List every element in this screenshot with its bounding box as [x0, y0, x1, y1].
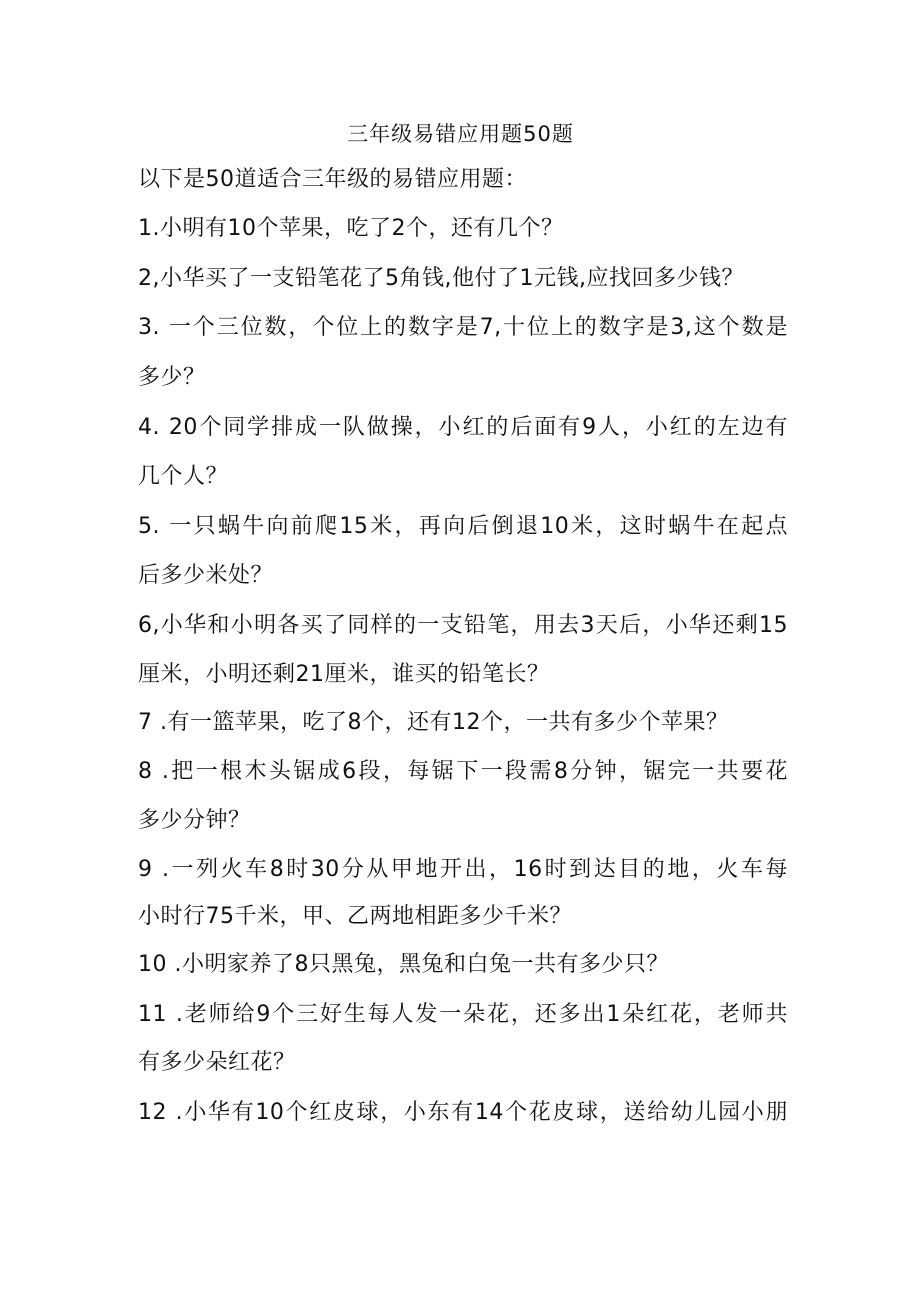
text-line: 多少？: [138, 365, 206, 390]
text-line: 8 .把一根木头锯成6段，每锯下一段需8分钟，锯完一共要花: [138, 759, 788, 784]
text-line: 4. 20个同学排成一队做操，小红的后面有9人，小红的左边有: [138, 415, 788, 440]
text-line: 1.小明有10个苹果，吃了2个，还有几个？: [138, 216, 564, 241]
text-line: 后多少米处？: [138, 563, 274, 588]
document-title: 三年级易错应用题50题: [347, 122, 574, 146]
text-line: 10 .小明家养了8只黑兔，黑兔和白兔一共有多少只？: [138, 952, 669, 977]
text-line: 11 .老师给9个三好生每人发一朵花，还多出1朵红花，老师共: [138, 1002, 788, 1027]
text-line: 厘米，小明还剩21厘米，谁买的铅笔长？: [138, 662, 550, 687]
text-line: 多少分钟？: [138, 808, 251, 833]
text-line: 3. 一个三位数，个位上的数字是7,十位上的数字是3,这个数是: [138, 315, 788, 340]
text-line: 5. 一只蜗牛向前爬15米，再向后倒退10米，这时蜗牛在起点: [138, 514, 788, 539]
text-line: 有多少朵红花？: [138, 1050, 296, 1075]
text-line: 几个人？: [138, 464, 229, 489]
intro-line: 以下是50道适合三年级的易错应用题：: [138, 167, 527, 192]
text-line: 12 .小华有10个红皮球，小东有14个花皮球，送给幼儿园小朋: [138, 1100, 788, 1125]
text-line: 2,小华买了一支铅笔花了5角钱,他付了1元钱,应找回多少钱？: [138, 266, 744, 291]
text-line: 9 .一列火车8时30分从甲地开出，16时到达目的地，火车每: [138, 857, 788, 882]
text-line: 小时行75千米，甲、乙两地相距多少千米？: [138, 904, 572, 929]
text-line: 7 .有一篮苹果，吃了8个，还有12个，一共有多少个苹果？: [138, 710, 729, 735]
document-page: [138, 0, 788, 1301]
text-line: 6,小华和小明各买了同样的一支铅笔，用去3天后，小华还剩15: [138, 613, 788, 638]
